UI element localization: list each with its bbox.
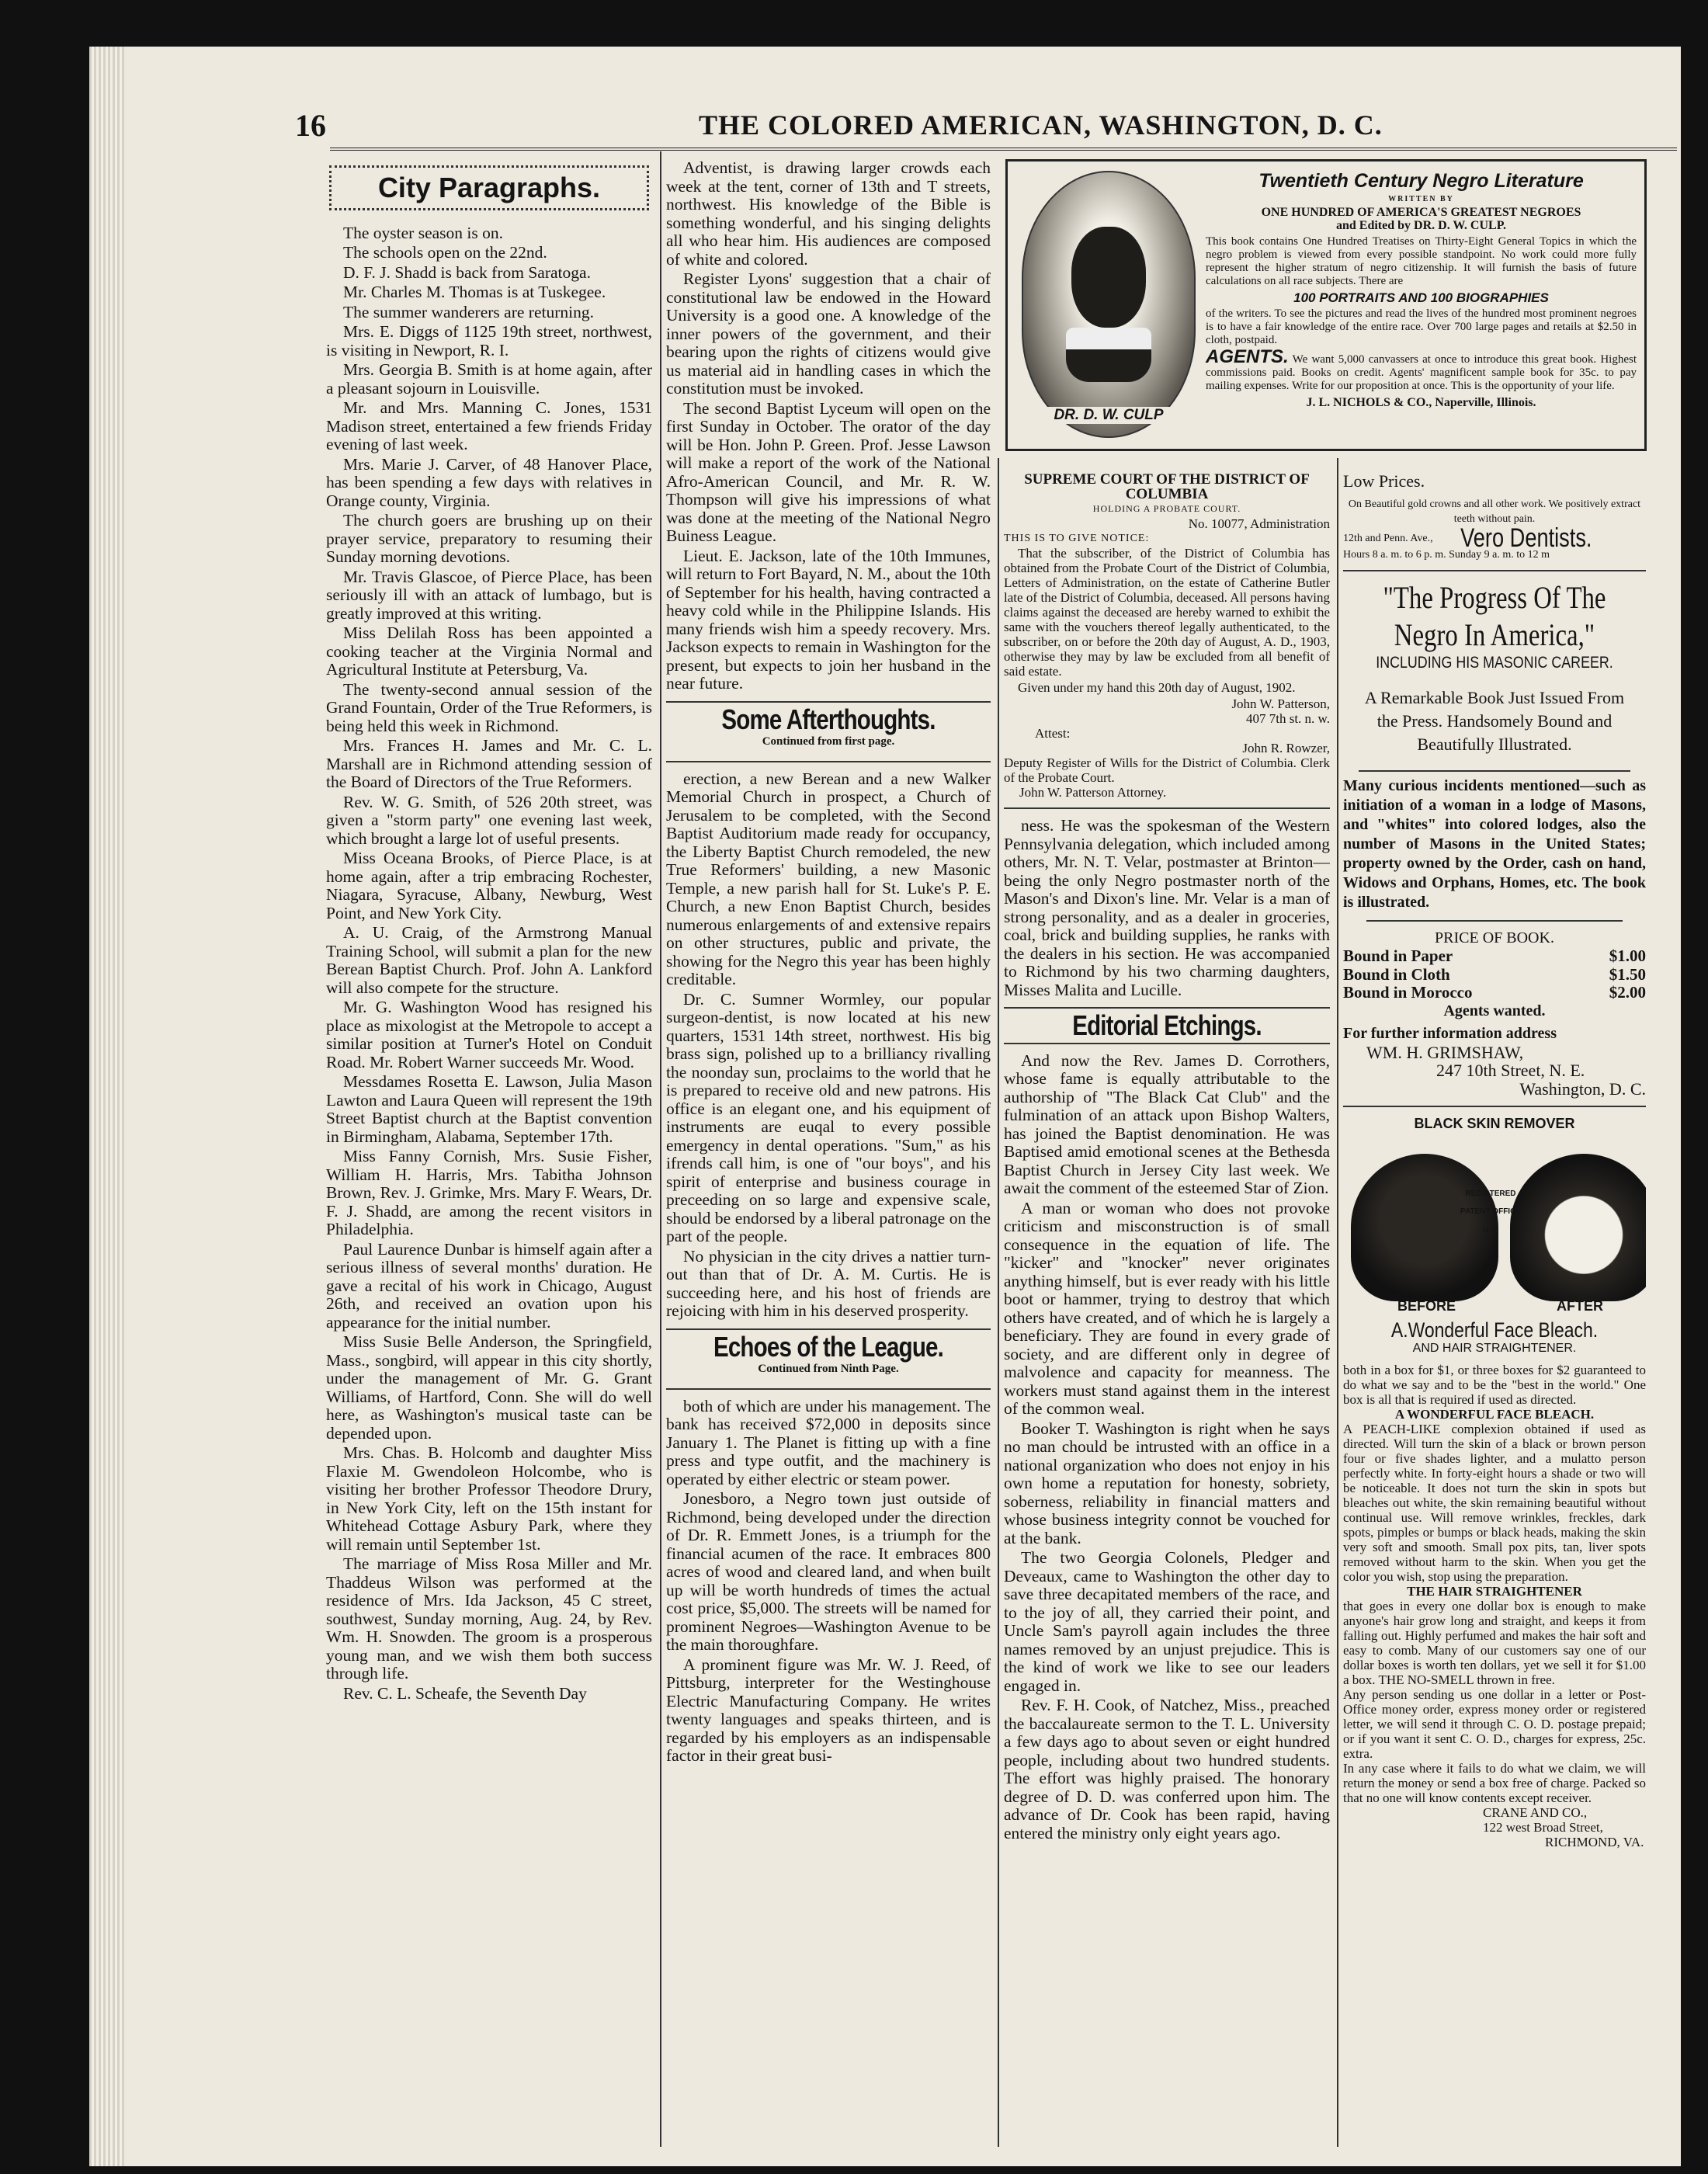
continued-note: Continued from Ninth Page. bbox=[758, 1363, 899, 1375]
court-attest: Attest: bbox=[1035, 726, 1071, 741]
book-body-2: of the writers. To see the pictures and read the lives of the hundred most prominent negroes is to have a fair knowledge of the entire race. Over 700 large pages and retails at $2.50 in cloth, postpaid. bbox=[1206, 307, 1637, 346]
price-value: $1.50 bbox=[1609, 964, 1646, 984]
paragraph: Rev. C. L. Scheafe, the Seventh Day bbox=[343, 1683, 587, 1703]
divider bbox=[666, 761, 991, 762]
divider bbox=[1004, 1007, 1330, 1009]
paragraph: Dr. C. Sumner Wormley, our popular surgeon-dentist, is now located at his new quarters, 1531 14th street, northwest. His big brass sign, polished up to a brilliancy rivalling the noonday sun, proclaims to the world that he is prepared to receive old and new patrons. His office is an elegant one, and his equipment of instruments are euqal to every possible emergency in dental operations. "Sum," as his ifrends call him, is one of "our boys", and his spirit of enterprise and business courage in preceeding on so large and expensive scale, should be endorsed by a liberal patronage on the part of the people. bbox=[666, 989, 991, 1245]
advertisement-negro-literature bbox=[1005, 159, 1647, 451]
paragraph: Rev. F. H. Cook, of Natchez, Miss., preached the baccalaureate sermon to the T. L. University a few days ago to about seven or eight hundred people, including about two hundred students. The effort was highly praised. The honorary degree of D. D. was conferred upon him. The advance of Dr. Cook has been rapid, having entered the ministry only eight years ago. bbox=[1004, 1696, 1330, 1842]
divider bbox=[1359, 770, 1630, 772]
price-row bbox=[1343, 966, 1646, 985]
portraits-line: 100 PORTRAITS AND 100 BIOGRAPHIES bbox=[1293, 290, 1549, 305]
advertisement-progress-of-negro bbox=[1343, 579, 1646, 1098]
court-body: That the subscriber, of the District of Columbia has obtained from the Probate Court of the District of Columbia, Letters of Administration, on the estate of Catherine Butler late of the District of Columbia, deceased. All persons having claims against the deceased are hereby warned to exhibit the same with the vouchers thereof legally authenticated, to the subscriber, on or before the 20th day of August, A. D., 1903, otherwise they may by law be excluded from all benefit of said estate. bbox=[1004, 546, 1330, 679]
bleach-name: A.Wonderful Face Bleach. bbox=[1390, 1318, 1599, 1342]
bleach-price: both in a box for $1, or three boxes for $2 guaranteed to do what we say and to be the "best in the world." One box is all that is required if used as directed. bbox=[1343, 1362, 1646, 1407]
paragraph: The summer wanderers are returning. bbox=[343, 302, 594, 321]
divider bbox=[1366, 920, 1623, 922]
portrait-collar bbox=[1066, 328, 1151, 382]
page-number: 16 bbox=[295, 108, 326, 143]
wfb-body: A PEACH-LIKE complexion obtained if used as directed. Will turn the skin of a black or brown person four or five shades lighter, and a mulatto person perfectly white. In forty-eight hours a shade or two will be noticeable. It does not turn the skin in spots but bleaches out white, the skin remaining beautiful without continual use. Will remove wrinkles, freckles, dark spots, pimples or bumps or black heads, making the skin very soft and smooth. Small pox pits, tan, liver spots removed without harm to the skin. When you get the color you wish, stop using the preparation. bbox=[1343, 1421, 1646, 1584]
paragraph: Miss Oceana Brooks, of Pierce Place, is at home again, after a trip embracing Rochester, Niagara, Syracuse, Albany, Newburg, West Point, and New York City. bbox=[326, 849, 652, 922]
price-label: Bound in Cloth bbox=[1343, 964, 1450, 984]
court-signature-2: John R. Rowzer, bbox=[1242, 741, 1330, 755]
after-label: AFTER bbox=[1557, 1297, 1603, 1314]
paragraph: Mrs. Chas. B. Holcomb and daughter Miss Flaxie M. Gwendoleon Holcombe, who is visiting her brother Professor Theodore Drury, in New York City, left on the 15th instant for Whitehead Cottage Asbury Park, where they will remain until September 1st. bbox=[326, 1443, 652, 1554]
masthead-title: THE COLORED AMERICAN, WASHINGTON, D. C. bbox=[699, 109, 1383, 141]
court-deputy: Deputy Register of Wills for the District of Columbia. Clerk of the Probate Court. bbox=[1004, 755, 1330, 785]
paragraph: Miss Susie Belle Anderson, the Springfield, Mass., songbird, will appear in this city shortly, under the management of Mr. G. Grant Williams, of Hartford, Conn. She will do well here, as Washington's musical taste can be depended upon. bbox=[326, 1332, 652, 1443]
agents-wanted: Agents wanted. bbox=[1443, 1002, 1546, 1019]
court-address: 407 7th st. n. w. bbox=[1246, 711, 1330, 726]
order-body: Any person sending us one dollar in a letter or Post-Office money order, express money order or registered letter, we will send it through C. O. D. postage prepaid; or if you want it sent C. O. D., charges for express, 25c. extra. bbox=[1343, 1686, 1646, 1761]
divider bbox=[1343, 1106, 1646, 1107]
agents-text: We want 5,000 canvassers at once to introduce this great book. Highest commissions paid. Books on credit. Agents' magnificent sample book for 35c. to pay mailing expenses. Write for our proposition at once. This is the opportunity of your life. bbox=[1206, 353, 1637, 392]
section-heading-city-paragraphs: City Paragraphs. bbox=[329, 165, 649, 210]
column-rule bbox=[998, 458, 999, 2147]
paragraph: Miss Delilah Ross has been appointed a cooking teacher at the Virginia Normal and Agricultural Institute at Petersburg, Va. bbox=[326, 623, 652, 679]
advertisement-vero-dentists bbox=[1343, 472, 1646, 562]
masthead-rule bbox=[330, 148, 1677, 151]
paragraph: Paul Laurence Dunbar is himself again after a serious illness of several months' duration. He gave a recital of his work in Chicago, August 26th, and received an ovation upon his appearance for the initial number. bbox=[326, 1239, 652, 1332]
court-signature: John W. Patterson, bbox=[1231, 696, 1330, 711]
info-line: For further information address bbox=[1343, 1025, 1557, 1042]
dentist-address: 12th and Penn. Ave., bbox=[1343, 532, 1433, 544]
wfb-heading: A WONDERFUL FACE BLEACH. bbox=[1394, 1406, 1595, 1422]
advertisement-face-bleach bbox=[1343, 1115, 1646, 1849]
court-title: SUPREME COURT OF THE DISTRICT OF COLUMBIA bbox=[1024, 472, 1310, 502]
written-by: WRITTEN BY bbox=[1388, 195, 1454, 203]
column-advertisements bbox=[1343, 472, 1646, 2149]
price-list bbox=[1343, 947, 1646, 1002]
column-2 bbox=[666, 159, 991, 2155]
paragraph: Rev. W. G. Smith, of 526 20th street, was given a "storm party" one evening last week, which brought a large lot of useful presents. bbox=[326, 792, 652, 848]
price-heading: PRICE OF BOOK. bbox=[1435, 929, 1554, 946]
price-row bbox=[1343, 947, 1646, 966]
paragraph: ness. He was the spokesman of the Western Pennsylvania delegation, which included among others, Mr. N. T. Velar, postmaster at Brinton—being the only Negro postmaster north of the Mason's and Dixon's line. Mr. Velar is a man of strong personality, and as a dealer in groceries, coal, brick and building supplies, he ranks with the dealers in his section. He was accompanied to Richmond by his two charming daughters, Misses Malita and Lucille. bbox=[1004, 816, 1330, 999]
paragraph: Adventist, is drawing larger crowds each week at the tent, corner of 13th and T streets, northwest. His knowledge of the Bible is something wonderful, and his singing delights all who hear him. His audiences are composed of white and colored. bbox=[666, 159, 991, 269]
hair-heading: THE HAIR STRAIGHTENER bbox=[1407, 1583, 1582, 1599]
article-continued-paragraphs bbox=[666, 159, 991, 693]
dentist-name: Vero Dentists. bbox=[1460, 523, 1592, 553]
paragraph: The second Baptist Lyceum will open on the first Sunday in October. The orator of the day will be Hon. John P. Green. Prof. Jesse Lawson will make a report of the work of the National Afro-American Council, and Mr. R. W. Thompson will give his impressions of what was done at the meeting of the National Negro Buiness League. bbox=[666, 398, 991, 545]
paragraph: both of which are under his management. The bank has received $72,000 in deposits since January 1. The Planet is fitting up with a fine press and type outfit, and the machinery is operated by either electric or steam power. bbox=[666, 1396, 991, 1488]
grimshaw-city: Washington, D. C. bbox=[1519, 1078, 1646, 1099]
before-after-image bbox=[1343, 1138, 1646, 1317]
dentist-description: On Beautiful gold crowns and all other work. We positively extract teeth without pain. bbox=[1348, 498, 1641, 525]
book-body: This book contains One Hundred Treatises on Thirty-Eight General Topics in which the negro problem is viewed from every possible standpoint. No work could more fully represent the higher stratum of negro citizenship. It will furnish the basis of future calculations on all race subjects. There are bbox=[1206, 235, 1637, 287]
bleach-title: BLACK SKIN REMOVER bbox=[1414, 1116, 1575, 1131]
progress-title-2: Negro In America," bbox=[1394, 617, 1595, 652]
legal-notice bbox=[1004, 472, 1330, 800]
paragraph: Mrs. E. Diggs of 1125 19th street, northwest, is visiting in Newport, R. I. bbox=[326, 322, 652, 359]
headline-echoes-of-the-league: Echoes of the League. bbox=[713, 1330, 944, 1363]
hair-straightener-label: AND HAIR STRAIGHTENER. bbox=[1412, 1342, 1577, 1355]
column-rule bbox=[660, 151, 661, 2147]
divider bbox=[1004, 807, 1330, 809]
echoes-continued bbox=[1004, 817, 1330, 999]
grimshaw-address: 247 10th Street, N. E. bbox=[1436, 1061, 1585, 1080]
divider bbox=[666, 701, 991, 703]
echoes-article bbox=[666, 1398, 991, 1766]
price-label: Bound in Morocco bbox=[1343, 983, 1473, 1002]
progress-body: Many curious incidents mentioned—such as initiation of a woman in a lodge of Masons, and "whites" into colored lodges, also the number of Masons in the United States; property owned by the Order, cash on hand, Widows and Orphans, Homes, etc. The book is illustrated. bbox=[1343, 776, 1646, 911]
book-spine bbox=[89, 47, 124, 2166]
paragraph: Mrs. Frances H. James and Mr. C. L. Marshall are in Richmond attending session of the Board of Directors of the True Reformers. bbox=[326, 736, 652, 791]
divider bbox=[666, 1328, 991, 1330]
court-given: Given under my hand this 20th day of August, 1902. bbox=[1018, 680, 1296, 695]
woman-after-image bbox=[1510, 1154, 1646, 1301]
court-number: No. 10077, Administration bbox=[1188, 516, 1330, 531]
editor-line: and Edited by DR. D. W. CULP. bbox=[1335, 219, 1507, 232]
progress-title-1: "The Progress Of The bbox=[1383, 580, 1606, 615]
paragraph: Lieut. E. Jackson, late of the 10th Immunes, will return to Fort Bayard, N. M., about the 10th of September for his health, having contracted a heavy cold while in the Philippine Islands. His many friends wish him a speedy recovery. Mrs. Jackson expects to remain in Washington for the present, but expects to join her husband in the near future. bbox=[666, 546, 991, 693]
agents-label: AGENTS. bbox=[1206, 346, 1289, 367]
headline-some-afterthoughts: Some Afterthoughts. bbox=[721, 703, 936, 735]
price-value: $2.00 bbox=[1609, 983, 1646, 1002]
court-attorney: John W. Patterson Attorney. bbox=[1019, 785, 1167, 800]
paragraph: Booker T. Washington is right when he says no man chould be intrusted with an office in a national organization who does not enjoy in his own home a reputation for honesty, sobriety, soberness, reliability in financial matters and whose business integrity connot be vouched for at the bank. bbox=[1004, 1419, 1330, 1547]
paragraph: A. U. Craig, of the Armstrong Manual Training School, will submit a plan for the new Berean Baptist Church. Prof. John A. Lankford will also compete for the structure. bbox=[326, 923, 652, 997]
paragraph: Mr. Charles M. Thomas is at Tuskegee. bbox=[343, 283, 606, 301]
paragraph: Mr. Travis Glascoe, of Pierce Place, has been seriously ill with an attack of lumbago, but is greatly improved at this writing. bbox=[326, 567, 652, 623]
portrait-caption: DR. D. W. CULP bbox=[1023, 407, 1194, 424]
paragraph: Miss Fanny Cornish, Mrs. Susie Fisher, William H. Harris, Mrs. Tabitha Johnson Brown, Rev. J. Grimke, Mrs. Mary F. Wears, Dr. F. J. Shadd, are among the recent visitors in Philadelphia. bbox=[326, 1147, 652, 1238]
grimshaw-name: WM. H. GRIMSHAW, bbox=[1366, 1042, 1524, 1062]
column-3 bbox=[1004, 472, 1330, 2149]
price-row bbox=[1343, 984, 1646, 1002]
court-subtitle: HOLDING A PROBATE COURT. bbox=[1092, 503, 1241, 514]
paragraph: The marriage of Miss Rosa Miller and Mr. Thaddeus Wilson was performed at the residence of Mrs. Ida Jackson, 45 C street, southwest, Sunday morning, Aug. 24, by Rev. Wm. H. Snowden. The groom is a prosperous young man, and we wish them both success through life. bbox=[326, 1554, 652, 1683]
headline-editorial-etchings: Editorial Etchings. bbox=[1072, 1009, 1262, 1041]
progress-subtitle: INCLUDING HIS MASONIC CAREER. bbox=[1376, 654, 1613, 672]
progress-description: A Remarkable Book Just Issued From the Press. Handsomely Bound and Beautifully Illustrated. bbox=[1364, 687, 1625, 754]
continued-note: Continued from first page. bbox=[762, 735, 895, 748]
publisher: J. L. NICHOLS & CO., Naperville, Illinois. bbox=[1306, 396, 1536, 409]
book-ad-text bbox=[1206, 169, 1637, 409]
paragraph: A man or woman who does not provoke criticism and misconstruction is of small consequence in the equation of life. The "kicker" and "knocker" never originates anything himself, but is ever ready with his little boot or hammer, trying to destroy that which others have created, and of which he is largely a beneficiary. They are found in every grade of society, and are different only in degree of malvolence and capacity for meanness. The workers must stand against them in the interest of the common weal. bbox=[1004, 1198, 1330, 1418]
divider bbox=[1343, 570, 1646, 571]
paragraph: The oyster season is on. bbox=[343, 223, 504, 242]
dentist-hours: Hours 8 a. m. to 6 p. m. Sunday 9 a. m. to 12 m bbox=[1343, 549, 1550, 561]
masthead bbox=[295, 107, 1444, 143]
afterthoughts-article bbox=[666, 770, 991, 1321]
column-rule bbox=[1337, 458, 1338, 2147]
column-city-paragraphs bbox=[326, 159, 652, 2155]
court-notice: THIS IS TO GIVE NOTICE: bbox=[1004, 533, 1150, 544]
registered-mark: REGISTERED PATENT OFFICE U.S. bbox=[1460, 1189, 1521, 1235]
paragraph: The church goers are brushing up on their prayer service, preparatory to resuming their Sunday morning devotions. bbox=[326, 511, 652, 566]
refund-body: In any case where it fails to do what we claim, we will return the money or send a box free of charge. Packed so that no one will know contents except receiver. bbox=[1343, 1760, 1646, 1805]
crane-address: 122 west Broad Street, bbox=[1483, 1819, 1603, 1835]
price-label: Bound in Paper bbox=[1343, 946, 1453, 965]
paragraph: The two Georgia Colonels, Pledger and Deveaux, came to Washington the other day to save three decapitated members of the race, and to the joy of all, they carried their point, and Uncle Sam's payroll again includes the three names removed by an unjust prejudice. This is the kind of work we like to see our leaders engaged in. bbox=[1004, 1548, 1330, 1695]
dentist-low-prices: Low Prices. bbox=[1343, 472, 1425, 491]
paragraph: Mr. and Mrs. Manning C. Jones, 1531 Madison street, entertained a few friends Friday evening of last week. bbox=[326, 398, 652, 453]
portrait-face bbox=[1071, 227, 1146, 328]
paragraph: No physician in the city drives a nattier turn-out than that of Dr. A. M. Curtis. He is succeeding here, and his host of friends are rejoicing with him in his deserved prosperity. bbox=[666, 1246, 991, 1320]
divider bbox=[666, 1388, 991, 1390]
crane-name: CRANE AND CO., bbox=[1483, 1804, 1588, 1820]
editorial-article bbox=[1004, 1052, 1330, 1843]
paragraph: Register Lyons' suggestion that a chair of constitutional law be endowed in the Howard University is a good one. A knowledge of the inner powers of the government, and their bearing upon the rights of citizens would give us material aid in handling cases in which the constitution must be invoked. bbox=[666, 269, 991, 398]
paragraph: And now the Rev. James D. Corrothers, whose fame is equally attributable to the authorship of "The Black Cat Club" and the fulmination of an attack upon Bishop Walters, has joined the Baptist denomination. He was Baptised amid emotional scenes at the Bethesda Baptist Church in Jersey City last week. We await the comment of the esteemed Star of Zion. bbox=[1004, 1051, 1330, 1197]
paragraph: Mrs. Georgia B. Smith is at home again, after a pleasant sojourn in Louisville. bbox=[326, 360, 652, 398]
portrait-image bbox=[1022, 171, 1196, 438]
paragraph: The twenty-second annual session of the Grand Fountain, Order of the True Reformers, is being held this week in Richmond. bbox=[326, 679, 652, 735]
hair-body: that goes in every one dollar box is enough to make anyone's hair grow long and straight, and keeps it from falling out. Highly perfumed and makes the hair soft and easy to comb. Many of our customers say one of our dollar boxes is worth ten dollars, yet we sell it for $1.00 a box. THE NO-SMELL thrown in free. bbox=[1343, 1598, 1646, 1687]
paragraph: A prominent figure was Mr. W. J. Reed, of Pittsburg, interpreter for the Westinghouse Electric Manufacturing Company. He writes twenty languages and speaks thirteen, and is regarded by his employers as an indispensable factor in their great busi- bbox=[666, 1655, 991, 1765]
crane-city: RICHMOND, VA. bbox=[1545, 1834, 1644, 1849]
paragraph: Mrs. Marie J. Carver, of 48 Hanover Place, has been spending a few days with relatives in Orange county, Virginia. bbox=[326, 454, 652, 510]
before-label: BEFORE bbox=[1397, 1297, 1456, 1314]
paragraph: Jonesboro, a Negro town just outside of Richmond, being developed under the direction of Dr. R. Emmett Jones, is a triumph for the financial acumen of the race. It embraces 800 acres of wood and cleared land, and when built up will be worth hundreds of times the actual cost price, $5,000. The streets will be named for prominent Negroes—Washington Avenue to be the main thoroughfare. bbox=[666, 1489, 991, 1654]
paragraph: D. F. J. Shadd is back from Saratoga. bbox=[343, 262, 591, 282]
paragraph: Messdames Rosetta E. Lawson, Julia Mason Lawton and Laura Queen will represent the 19th Street Baptist church at the Baptist convention in Birmingham, Alabama, September 17th. bbox=[326, 1072, 652, 1146]
divider bbox=[1004, 1043, 1330, 1044]
paragraph: erection, a new Berean and a new Walker Memorial Church in prospect, a Church of Jerusalem to be completed, with the Second Baptist Auditorium made ready for occupancy, the Liberty Baptist Church remodeled, the new True Reformers' building, a new Masonic Temple, a new parish hall for St. Luke's P. E. Church, a new Enon Baptist Church, besides numerous enlargements of and extensive repairs on other structures, public and private, the showing for the Negro this year has been highly creditable. bbox=[666, 769, 991, 988]
authors-line: ONE HUNDRED OF AMERICA'S GREATEST NEGROES bbox=[1261, 206, 1581, 219]
book-title: Twentieth Century Negro Literature bbox=[1258, 170, 1584, 192]
city-paragraphs-list bbox=[326, 224, 652, 1703]
price-value: $1.00 bbox=[1609, 946, 1646, 965]
paragraph: Mr. G. Washington Wood has resigned his place as mixologist at the Metropole to accept a similar position at Turner's Hotel on Conduit Road. Mr. Robert Warner succeeds Mr. Wood. bbox=[326, 998, 652, 1071]
paragraph: The schools open on the 22nd. bbox=[343, 243, 547, 262]
